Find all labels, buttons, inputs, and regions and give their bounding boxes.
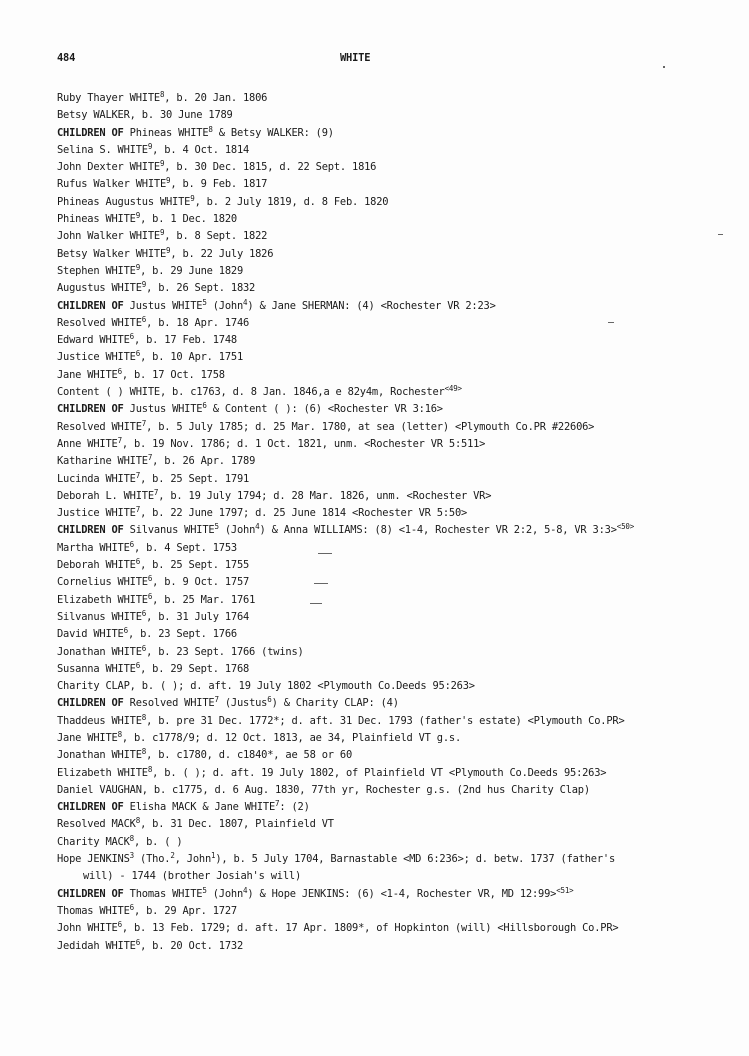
- generation-superscript: 3: [129, 851, 134, 861]
- entry-line: [57, 816, 737, 833]
- entry-line: [57, 349, 737, 366]
- entry-text: , b. c1778/9; d. 12 Oct. 1813, ae 34, Plainfield VT g.s.: [121, 731, 462, 744]
- entry-text: John Dexter WHITE: [57, 161, 160, 174]
- entry-text: , b. 22 July 1826: [170, 247, 274, 260]
- entry-text: , b. 5 July 1785; d. 25 Mar. 1780, at sea (letter) <Plymouth Co.PR #22606>: [146, 420, 595, 433]
- entry-line: [57, 332, 737, 349]
- entry-text: , b. 26 Apr. 1789: [152, 455, 256, 468]
- entry-line: [57, 453, 737, 470]
- entry-text: : (2): [279, 801, 310, 814]
- entry-line: [57, 644, 737, 661]
- generation-superscript: 9: [159, 228, 165, 238]
- generation-superscript: 7: [214, 695, 219, 705]
- entry-text: , b. 25 Sept. 1755: [140, 559, 250, 572]
- entry-text: Daniel VAUGHAN, b. c1775, d. 6 Aug. 1830, 77th yr, Rochester g.s. (2nd hus Charity Clap): [57, 783, 590, 796]
- children-heading: [57, 799, 737, 816]
- genealogy-entries: [57, 90, 737, 955]
- entry-text: , b. 22 June 1797; d. 25 June 1814 <Rochester VR 5:50>: [140, 507, 468, 520]
- entry-line: [57, 851, 737, 868]
- entry-text: , b. 17 Feb. 1748: [134, 334, 237, 347]
- generation-superscript: 4: [243, 297, 248, 307]
- entry-text: , b. 19 Nov. 1786; d. 1 Oct. 1821, unm. <Rochester VR 5:511>: [121, 437, 486, 450]
- entry-text: Cornelius WHITE: [57, 576, 148, 589]
- generation-superscript: 4: [243, 885, 248, 895]
- entry-text: Selina S. WHITE: [57, 143, 148, 156]
- entry-text: Anne WHITE: [57, 437, 118, 450]
- entry-text: Elizabeth WHITE: [57, 766, 148, 779]
- scan-speck: [608, 322, 614, 323]
- generation-superscript: 6: [129, 902, 134, 912]
- entry-text: Resolved WHITE: [57, 420, 142, 433]
- entry-line: [57, 228, 737, 245]
- generation-superscript: 1: [211, 851, 216, 861]
- scan-speck: [663, 66, 665, 68]
- entry-text: Jonathan WHITE: [57, 645, 142, 658]
- entry-line: [57, 592, 737, 609]
- entry-text: , b. 4 Sept. 1753: [134, 541, 237, 554]
- entry-text: Jonathan WHITE: [57, 749, 142, 762]
- generation-superscript: 6: [129, 539, 134, 549]
- generation-superscript: 7: [135, 470, 141, 480]
- generation-superscript: 7: [117, 435, 122, 445]
- entry-text: , b. 29 Sept. 1768: [140, 662, 250, 675]
- generation-superscript: 9: [190, 193, 195, 203]
- entry-text: (John: [218, 524, 256, 537]
- entry-text: Katharine WHITE: [57, 455, 148, 468]
- entry-text: David WHITE: [57, 628, 124, 641]
- entry-line: [57, 419, 737, 436]
- entry-text: , b. 17 Oct. 1758: [121, 368, 225, 381]
- entry-text: (John: [206, 887, 244, 900]
- entry-line: [57, 730, 737, 747]
- heading-label: CHILDREN OF: [57, 697, 124, 710]
- entry-text: , b. 31 Dec. 1807, Plainfield VT: [140, 818, 334, 831]
- generation-superscript: 5: [214, 522, 219, 532]
- entry-text: Content ( ) WHITE, b. c1763, d. 8 Jan. 1846,a e 82y4m, Rochester: [57, 386, 445, 399]
- entry-line: [57, 107, 737, 124]
- generation-superscript: 6: [267, 695, 272, 705]
- generation-superscript: 8: [147, 764, 153, 774]
- heading-label: CHILDREN OF: [57, 887, 124, 900]
- generation-superscript: 6: [141, 643, 147, 653]
- generation-superscript: 6: [141, 608, 147, 618]
- entry-line: [57, 384, 737, 401]
- entry-line: [57, 540, 737, 557]
- generation-superscript: 9: [135, 211, 141, 221]
- heading-label: CHILDREN OF: [57, 403, 124, 416]
- entry-text: Phineas WHITE: [123, 126, 209, 139]
- entry-text: ), b. 5 July 1704, Barnastable <MD 6:236>; d. betw. 1737 (father's: [215, 853, 616, 866]
- heading-label: CHILDREN OF: [57, 299, 124, 312]
- entry-text: Jane WHITE: [57, 368, 118, 381]
- generation-superscript: 6: [147, 591, 153, 601]
- entry-text: , b. 4 Oct. 1814: [152, 143, 250, 156]
- generation-superscript: 6: [135, 660, 141, 670]
- generation-superscript: 7: [147, 453, 153, 463]
- entry-line: [57, 920, 737, 937]
- generation-superscript: 8: [141, 747, 147, 757]
- entry-text: Thomas WHITE: [123, 887, 203, 900]
- generation-superscript: 2: [170, 851, 175, 861]
- entry-text: Elisha MACK & Jane WHITE: [123, 801, 276, 814]
- entry-text: , b. 31 July 1764: [146, 610, 250, 623]
- entry-line: [57, 246, 737, 263]
- generation-superscript: 6: [202, 401, 207, 411]
- children-heading: [57, 298, 737, 315]
- generation-superscript: 6: [129, 332, 134, 342]
- entry-text: Thomas WHITE: [57, 904, 130, 917]
- entry-text: , b. 20 Jan. 1806: [164, 92, 268, 104]
- generation-superscript: 9: [166, 176, 171, 186]
- entry-continuation: [57, 868, 737, 885]
- entry-text: , b. 25 Sept. 1791: [140, 472, 250, 485]
- generation-superscript: 5: [202, 297, 207, 307]
- generation-superscript: 5: [202, 885, 207, 895]
- generation-superscript: 6: [117, 920, 122, 930]
- generation-superscript: 7: [141, 418, 147, 428]
- entry-line: [57, 938, 737, 955]
- generation-superscript: 7: [135, 505, 141, 515]
- entry-text: , b. 19 July 1794; d. 28 Mar. 1826, unm. <Rochester VR>: [158, 489, 492, 502]
- entry-line: [57, 315, 737, 332]
- entry-text: Hope JENKINS: [57, 853, 130, 866]
- entry-text: Rufus Walker WHITE: [57, 178, 167, 191]
- entry-text: Resolved WHITE: [123, 697, 215, 710]
- scan-speck: [310, 603, 322, 604]
- entry-line: [57, 159, 737, 176]
- entry-text: ) & Charity CLAP: (4): [271, 697, 399, 710]
- entry-text: Resolved MACK: [57, 818, 136, 831]
- entry-text: , John: [174, 853, 212, 866]
- entry-text: Ruby Thayer WHITE: [57, 92, 160, 104]
- children-heading: [57, 522, 737, 539]
- generation-superscript: 9: [159, 159, 165, 169]
- entry-text: , b. ( ): [134, 835, 183, 848]
- entry-line: [57, 834, 737, 851]
- entry-text: Justus WHITE: [123, 403, 203, 416]
- entry-text: Betsy WALKER, b. 30 June 1789: [57, 109, 233, 122]
- entry-text: , b. 9 Feb. 1817: [170, 178, 268, 191]
- entry-text: Phineas Augustus WHITE: [57, 195, 191, 208]
- generation-superscript: 9: [166, 245, 171, 255]
- entry-text: , b. 29 Apr. 1727: [134, 904, 237, 917]
- heading-label: CHILDREN OF: [57, 126, 124, 139]
- entry-text: , b. 1 Dec. 1820: [140, 213, 237, 226]
- generation-superscript: 9: [147, 141, 153, 151]
- entry-text: Phineas WHITE: [57, 213, 136, 226]
- entry-line: [57, 903, 737, 920]
- entry-text: John Walker WHITE: [57, 230, 160, 243]
- entry-line: [57, 488, 737, 505]
- heading-label: CHILDREN OF: [57, 801, 124, 814]
- generation-superscript: 6: [123, 626, 128, 636]
- entry-line: [57, 90, 737, 107]
- entry-text: Augustus WHITE: [57, 282, 142, 295]
- generation-superscript: 9: [135, 262, 141, 272]
- generation-superscript: 7: [153, 487, 159, 497]
- entry-text: , b. c1780, d. c1840*, ae 58 or 60: [146, 749, 353, 762]
- page-header: [57, 52, 719, 66]
- children-heading: [57, 695, 737, 712]
- entry-text: , b. 13 Feb. 1729; d. aft. 17 Apr. 1809*, of Hopkinton (will) <Hillsborough Co.PR>: [121, 922, 619, 935]
- entry-text: Jane WHITE: [57, 731, 118, 744]
- entry-text: will) - 1744 (brother Josiah's will): [83, 870, 302, 883]
- scan-speck: [718, 234, 723, 235]
- entry-text: Elizabeth WHITE: [57, 593, 148, 606]
- entry-text: & Betsy WALKER: (9): [212, 126, 334, 139]
- entry-text: Justice WHITE: [57, 507, 136, 520]
- generation-superscript: 6: [135, 937, 141, 947]
- generation-superscript: 4: [255, 522, 260, 532]
- generation-superscript: 8: [117, 729, 122, 739]
- generation-superscript: 8: [208, 124, 213, 134]
- entry-line: [57, 142, 737, 159]
- children-heading: [57, 401, 737, 418]
- entry-text: , b. pre 31 Dec. 1772*; d. aft. 31 Dec. 1793 (father's estate) <Plymouth Co.PR>: [146, 714, 625, 727]
- entry-line: [57, 574, 737, 591]
- entry-text: , b. 8 Sept. 1822: [164, 230, 268, 243]
- entry-text: , b. 20 Oct. 1732: [140, 939, 244, 952]
- entry-text: , b. 18 Apr. 1746: [146, 316, 250, 329]
- entry-text: Charity CLAP, b. ( ); d. aft. 19 July 1802 <Plymouth Co.Deeds 95:263>: [57, 680, 475, 693]
- page-number: 484: [57, 52, 76, 64]
- entry-line: [57, 263, 737, 280]
- entry-line: [57, 211, 737, 228]
- generation-superscript: 7: [275, 799, 280, 809]
- generation-superscript: <51>: [556, 885, 574, 895]
- entry-line: [57, 280, 737, 297]
- entry-line: [57, 661, 737, 678]
- generation-superscript: 6: [141, 314, 147, 324]
- entry-line: [57, 747, 737, 764]
- entry-line: [57, 782, 737, 799]
- entry-line: [57, 194, 737, 211]
- entry-text: John WHITE: [57, 922, 118, 935]
- entry-text: , b. 23 Sept. 1766: [127, 628, 237, 641]
- entry-text: Jedidah WHITE: [57, 939, 136, 952]
- generation-superscript: <50>: [616, 522, 635, 532]
- entry-text: Edward WHITE: [57, 334, 130, 347]
- entry-line: [57, 176, 737, 193]
- entry-line: [57, 471, 737, 488]
- entry-line: [57, 678, 737, 695]
- entry-text: (Justus: [218, 697, 268, 710]
- entry-text: , b. 9 Oct. 1757: [152, 576, 250, 589]
- entry-line: [57, 609, 737, 626]
- children-heading: [57, 886, 737, 903]
- scan-speck: [314, 583, 328, 584]
- generation-superscript: 6: [135, 349, 141, 359]
- entry-text: Betsy Walker WHITE: [57, 247, 167, 260]
- entry-line: [57, 557, 737, 574]
- entry-text: , b. 30 Dec. 1815, d. 22 Sept. 1816: [164, 161, 377, 174]
- running-title: WHITE: [340, 52, 371, 64]
- entry-text: Lucinda WHITE: [57, 472, 136, 485]
- entry-text: Susanna WHITE: [57, 662, 136, 675]
- entry-text: Deborah L. WHITE: [57, 489, 154, 502]
- entry-text: (John: [206, 299, 244, 312]
- entry-text: ) & Jane SHERMAN: (4) <Rochester VR 2:23>: [247, 299, 496, 312]
- children-heading: [57, 125, 737, 142]
- entry-text: Justice WHITE: [57, 351, 136, 364]
- entry-text: ) & Hope JENKINS: (6) <1-4, Rochester VR, MD 12:99>: [247, 887, 557, 900]
- generation-superscript: 6: [117, 366, 122, 376]
- entry-text: , b. 23 Sept. 1766 (twins): [146, 645, 304, 658]
- generation-superscript: 8: [135, 816, 141, 826]
- entry-text: (Tho.: [134, 853, 171, 866]
- generation-superscript: <49>: [444, 384, 462, 394]
- heading-label: CHILDREN OF: [57, 524, 124, 537]
- generation-superscript: 6: [135, 557, 141, 567]
- generation-superscript: 8: [141, 712, 147, 722]
- entry-text: , b. 29 June 1829: [140, 264, 244, 277]
- entry-text: , b. 10 Apr. 1751: [140, 351, 244, 364]
- generation-superscript: 6: [147, 574, 153, 584]
- generation-superscript: 8: [129, 833, 134, 843]
- entry-line: [57, 713, 737, 730]
- generation-superscript: 8: [159, 90, 165, 99]
- generation-superscript: 9: [141, 280, 147, 290]
- entry-text: , b. 2 July 1819, d. 8 Feb. 1820: [194, 195, 389, 208]
- entry-text: Charity MACK: [57, 835, 130, 848]
- entry-text: Stephen WHITE: [57, 264, 136, 277]
- entry-text: , b. 25 Mar. 1761: [152, 593, 256, 606]
- scan-speck: [318, 553, 332, 554]
- entry-line: [57, 505, 737, 522]
- entry-text: ) & Anna WILLIAMS: (8) <1-4, Rochester VR 2:2, 5-8, VR 3:3>: [259, 524, 617, 537]
- entry-line: [57, 765, 737, 782]
- entry-text: , b. ( ); d. aft. 19 July 1802, of Plainfield VT <Plymouth Co.Deeds 95:263>: [152, 766, 607, 779]
- entry-line: [57, 626, 737, 643]
- entry-line: [57, 367, 737, 384]
- entry-text: Deborah WHITE: [57, 559, 136, 572]
- entry-text: Justus WHITE: [123, 299, 203, 312]
- entry-text: Thaddeus WHITE: [57, 714, 142, 727]
- entry-text: Silvanus WHITE: [123, 524, 215, 537]
- entry-text: & Content ( ): (6) <Rochester VR 3:16>: [206, 403, 443, 416]
- entry-text: Silvanus WHITE: [57, 610, 142, 623]
- entry-line: [57, 436, 737, 453]
- entry-text: Resolved WHITE: [57, 316, 142, 329]
- entry-text: Martha WHITE: [57, 541, 130, 554]
- entry-text: , b. 26 Sept. 1832: [146, 282, 256, 295]
